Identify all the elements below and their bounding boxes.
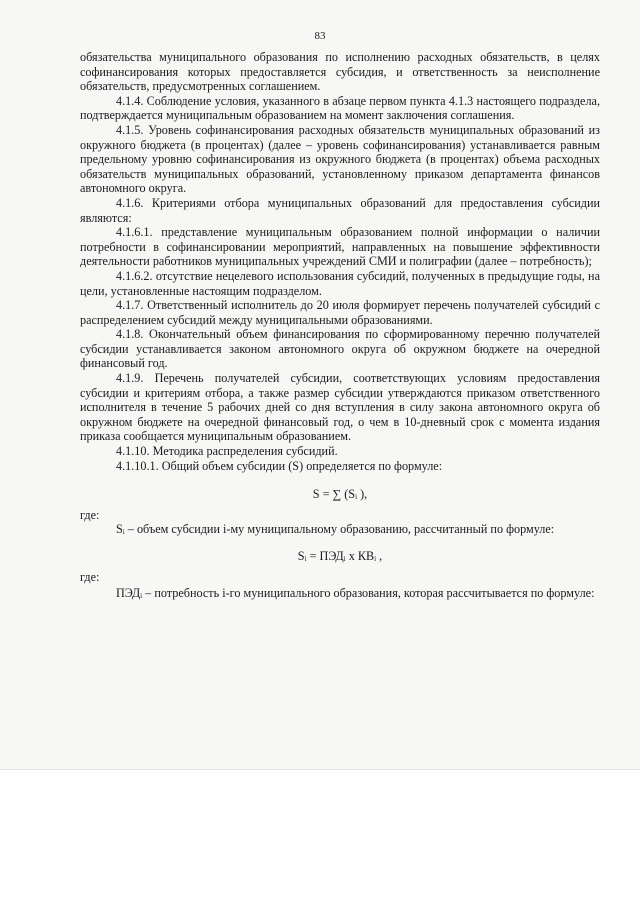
paragraph-continuation: обязательства муниципального образования по исполнению расходных обязательств, в целях софинансирования которых предоставляется субсидия, и ответственность за неисполнение обязательств, предусмотренных соглашением. [80,50,600,94]
formula-si: Sᵢ = ПЭДᵢ х КВᵢ , [297,549,383,563]
paragraph-4-1-5: 4.1.5. Уровень софинансирования расходных обязательств муниципальных образований из окружного бюджета (в процентах) (далее – уровень софинансирования) устанавливается равным предельному уровню софинансирования из окружного бюджета (в процентах) объема расходных обязательств муниципальных образований, установленному приказом департамента финансов автономного округа. [80,122,600,196]
page-number: 83 [314,30,326,42]
paragraph-4-1-7: 4.1.7. Ответственный исполнитель до 20 июля формирует перечень получателей субсидий с распределением субсидий между муниципальными образованиями. [80,298,600,327]
formula-total-subsidy: S = ∑ (Sᵢ ), [312,487,368,502]
paragraph-4-1-6: 4.1.6. Критериями отбора муниципальных образований для предоставления субсидии являются: [80,195,600,225]
paragraph-4-1-8: 4.1.8. Окончательный объем финансирования по сформированному перечню получателей субсидии устанавливается законом автономного округа об окружном бюджете на очередной финансовый год. [80,327,600,371]
paragraph-4-1-10-1: 4.1.10.1. Общий объем субсидии (S) определяется по формуле: [116,458,443,473]
definition-si: Sᵢ – объем субсидии i-му муниципальному образованию, рассчитанный по формуле: [116,522,555,537]
paragraph-4-1-10: 4.1.10. Методика распределения субсидий. [116,444,338,459]
paragraph-4-1-9: 4.1.9. Перечень получателей субсидии, соответствующих условиям предоставления субсидии и критериям отбора, а также размер субсидии утверждаются приказом ответственного исполнителя в течение 5 рабочих дней со дня вступления в силу закона автономного округа об окружном бюджете на очередной финансовый год, о чем в 10-дневный срок с момента издания приказа сообщается муниципальным образованием. [80,371,600,444]
definition-ped: ПЭДᵢ – потребность i-го муниципального образования, которая рассчитывается по формуле: [116,586,595,601]
document-body [80,50,600,601]
paragraph-4-1-6-2: 4.1.6.2. отсутствие нецелевого использования субсидий, полученных в предыдущие годы, на цели, установленные настоящим подразделом. [80,268,600,298]
paragraph-4-1-4: 4.1.4. Соблюдение условия, указанного в абзаце первом пункта 4.1.3 настоящего подраздела, подтверждается муниципальным образованием на момент заключения соглашения. [80,93,600,123]
paragraph-4-1-6-1: 4.1.6.1. представление муниципальным образованием полной информации о наличии потребности в софинансировании мероприятий, направленных на повышение эффективности деятельности работников муниципальных учреждений СМИ и полиграфии (далее – потребность); [80,225,600,269]
where-label-1: где: [80,507,100,522]
where-label-2: где: [80,569,100,584]
